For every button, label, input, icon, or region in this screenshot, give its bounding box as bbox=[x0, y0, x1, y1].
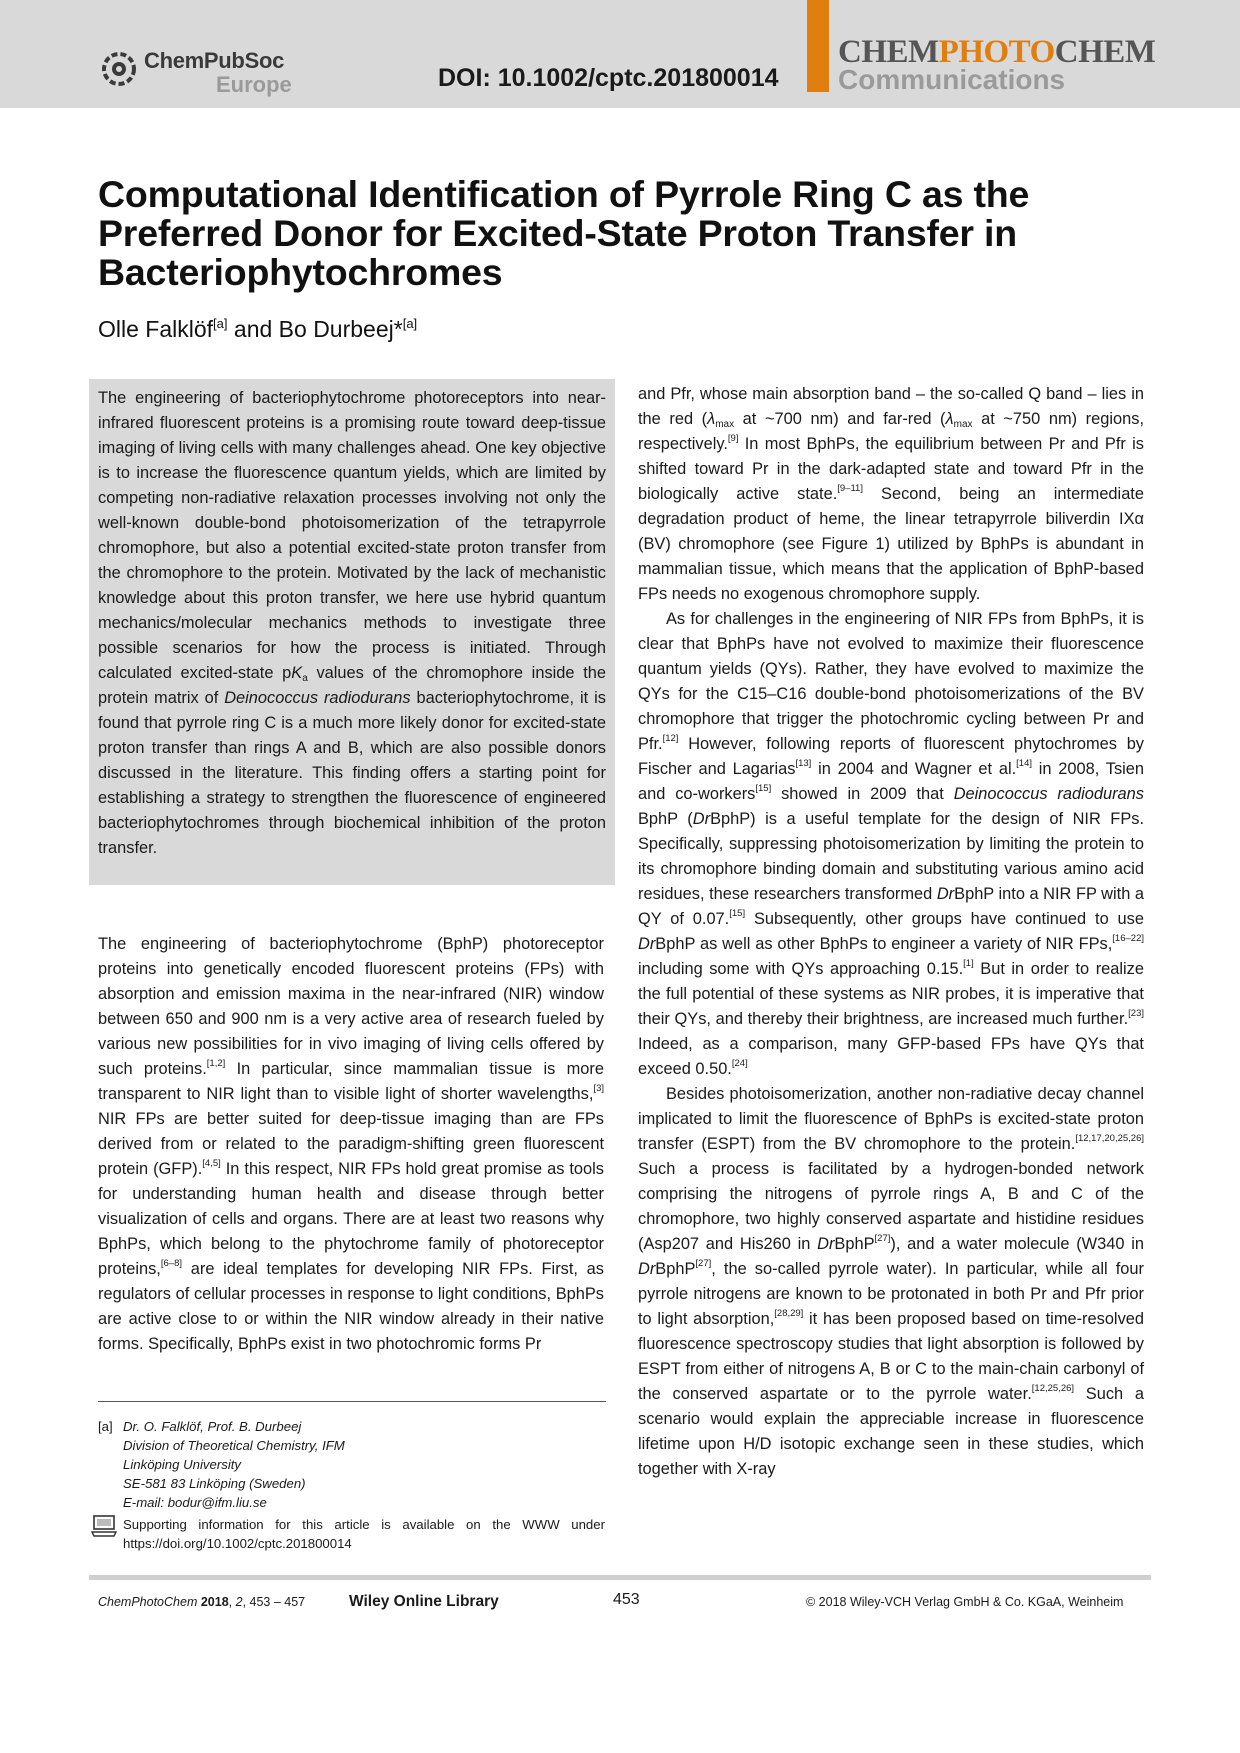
italic-prefix: Dr bbox=[692, 810, 711, 828]
doi-label: DOI: 10.1002/cptc.201800014 bbox=[438, 64, 779, 92]
footer-divider bbox=[89, 1575, 1151, 1580]
body-text: including some with QYs approaching 0.15. bbox=[638, 960, 964, 978]
supporting-info[interactable]: Supporting information for this article is available on the WWW under https://doi.org/10.1002/cptc.201800014 bbox=[123, 1517, 605, 1551]
citation-link[interactable]: [12,17,20,25,26] bbox=[1075, 1133, 1144, 1144]
body-text: Such a process is facilitated by a hydrogen-bonded network comprising the nitrogens of pyrrole rings A, B and C of the chromophore, two highly conserved aspartate and histidine residues (Asp207 and His260 in bbox=[638, 1160, 1144, 1253]
body-text: NIR FPs are better suited for deep-tissue imaging than are FPs derived from or related to the paradigm-shifting green fluorescent protein (GFP). bbox=[98, 1110, 604, 1178]
body-text: BphP as well as other BphPs to engineer a variety of NIR FPs, bbox=[655, 935, 1113, 953]
body-column-left bbox=[98, 932, 604, 1357]
subscript: max bbox=[953, 419, 973, 430]
body-text: As for challenges in the engineering of NIR FPs from BphPs, it is clear that BphPs have not evolved to maximize their fluorescence quantum yields (QYs). Rather, they have evolved to maximize the QYs for the C15–C16 double-bond photoisomerizations of the BV chromophore that trigger the photochromic cycling between Pr and Pfr. bbox=[638, 610, 1144, 753]
body-text: at ~750 nm) regions, respectively. bbox=[638, 410, 1144, 453]
journal-part-chem: CHEM bbox=[838, 34, 939, 70]
citation-link[interactable]: [27] bbox=[874, 1233, 891, 1244]
body-text: BphP bbox=[834, 1235, 875, 1253]
citation-link[interactable]: [12] bbox=[662, 733, 679, 744]
citation-link[interactable]: [6–8] bbox=[160, 1258, 183, 1269]
body-text: in 2004 and Wagner et al. bbox=[811, 760, 1017, 778]
body-text: at ~700 nm) and far-red ( bbox=[734, 410, 946, 428]
citation-link[interactable]: [27] bbox=[695, 1258, 712, 1269]
body-text: , the so-called pyrrole water). In particular, while all four pyrrole nitrogens are known to be protonated in both Pr and Pfr prior to light absorption, bbox=[638, 1260, 1144, 1328]
paragraph bbox=[638, 382, 1144, 607]
body-text: The engineering of bacteriophytochrome (BphP) photoreceptor proteins into genetically encoded fluorescent proteins (FPs) with absorption and emission maxima in the near-infrared (NIR) window between 650 and 900 nm is a very active area of research fueled by various new possibilities for in vivo imaging of living cells offered by such proteins. bbox=[98, 935, 604, 1078]
body-text: In this respect, NIR FPs hold great promise as tools for understanding human health and disease through better visualization of cells and organs. There are at least two reasons why BphPs, which belong to the phytochrome family of photoreceptor proteins, bbox=[98, 1160, 604, 1278]
author-name: and Bo Durbeej* bbox=[227, 316, 403, 342]
article-title: Computational Identification of Pyrrole Ring C as the Preferred Donor for Excited-State Proton Transfer in Bacteriophytochromes bbox=[98, 173, 1030, 293]
citation-link[interactable]: [12,25,26] bbox=[1031, 1383, 1075, 1394]
body-text: Besides photoisomerization, another non-radiative decay channel implicated to limit the fluorescence of BphPs is excited-state proton transfer (ESPT) from the BV chromophore to the protein. bbox=[638, 1085, 1144, 1153]
body-text: Subsequently, other groups have continued to use bbox=[745, 910, 1144, 928]
author-name: Olle Falklöf bbox=[98, 316, 214, 342]
paragraph bbox=[638, 1082, 1144, 1482]
abstract-text: bacteriophytochrome, it is found that pyrrole ring C is a much more likely donor for excited-state proton transfer than rings A and B, which are also possible donors discussed in the literature. This finding offers a starting point for establishing a strategy to strengthen the fluorescence of engineered bacteriophytochromes through biochemical inhibition of the proton transfer. bbox=[98, 689, 606, 857]
body-text: showed in 2009 that bbox=[771, 785, 954, 803]
journal-part-chem2: CHEM bbox=[1054, 34, 1156, 70]
citation-link[interactable]: [1,2] bbox=[206, 1058, 226, 1069]
paragraph bbox=[98, 932, 604, 1357]
body-text: However, following reports of fluorescent phytochromes by Fischer and Lagarias bbox=[638, 735, 1144, 778]
abstract-species: Deinococcus radiodurans bbox=[224, 689, 411, 707]
footer-volume: 2 bbox=[235, 1595, 243, 1609]
copyright: © 2018 Wiley-VCH Verlag GmbH & Co. KGaA, Weinheim bbox=[806, 1595, 1124, 1609]
italic-prefix: Dr bbox=[936, 885, 955, 903]
lambda-symbol: λ bbox=[707, 410, 716, 428]
citation-link[interactable]: [28,29] bbox=[774, 1308, 804, 1319]
lambda-symbol: λ bbox=[945, 410, 954, 428]
species-name: Deinococcus radiodurans bbox=[953, 785, 1144, 803]
author-list bbox=[98, 316, 417, 343]
body-text: Indeed, as a comparison, many GFP-based FPs have QYs that exceed 0.50. bbox=[638, 1035, 1144, 1078]
footnote-divider bbox=[98, 1401, 606, 1402]
chempubsoc-star-icon bbox=[98, 48, 140, 90]
wiley-online-library-link[interactable]: Wiley Online Library bbox=[349, 1593, 499, 1610]
footnote-line: Dr. O. Falklöf, Prof. B. Durbeej bbox=[123, 1419, 302, 1434]
abstract-text: values of the chromophore inside the protein matrix of bbox=[98, 664, 606, 707]
footer-year: 2018 bbox=[200, 1595, 229, 1609]
body-text: BphP into a NIR FP with a QY of 0.07. bbox=[638, 885, 1144, 928]
body-text: and Pfr, whose main absorption band – the so-called Q band – lies in the red ( bbox=[638, 385, 1144, 428]
footer-journal: ChemPhotoChem bbox=[98, 1595, 198, 1609]
abstract-text: The engineering of bacteriophytochrome photoreceptors into near-infrared fluorescent proteins is a promising route toward deep-tissue imaging of living cells with many challenges ahead. One key objective is to increase the fluorescence quantum yields, which are limited by competing non-radiative relaxation processes involving not only the well-known double-bond photoisomerization of the tetrapyrrole chromophore, but also a potential excited-state proton transfer from the chromophore to the protein. Motivated by the lack of mechanistic knowledge about this proton transfer, we here use hybrid quantum mechanics/molecular mechanics methods to investigate three possible scenarios for how the process is initiated. Through calculated excited-state p bbox=[98, 389, 606, 682]
footnote-line: Division of Theoretical Chemistry, IFM bbox=[123, 1438, 345, 1453]
italic-prefix: Dr bbox=[817, 1235, 835, 1253]
body-text: ), and a water molecule (W340 in bbox=[890, 1235, 1144, 1253]
body-text: BphP ( bbox=[638, 810, 693, 828]
body-text: in 2008, Tsien and co-workers bbox=[638, 760, 1145, 803]
body-text: In most BphPs, the equilibrium between Pr and Pfr is shifted toward Pr in the dark-adapted state and toward Pfr in the biologically active state. bbox=[638, 435, 1144, 503]
citation-link[interactable]: [4,5] bbox=[202, 1158, 221, 1169]
citation-link[interactable]: [16–22] bbox=[1112, 933, 1144, 944]
body-column-right bbox=[638, 382, 1144, 1482]
abstract-subscript: a bbox=[302, 673, 308, 684]
body-text: Such a scenario would explain the appreciable increase in fluorescence lifetime upon H/D isotopic exchange seen in these studies, which together with X-ray bbox=[638, 1385, 1144, 1478]
citation-link[interactable]: [9] bbox=[727, 433, 739, 444]
footnote-line: Linköping University bbox=[123, 1457, 242, 1472]
citation-link[interactable]: [14] bbox=[1016, 758, 1033, 769]
citation-link[interactable]: [15] bbox=[729, 908, 746, 919]
citation-link[interactable]: [23] bbox=[1128, 1008, 1144, 1019]
subscript: max bbox=[715, 419, 735, 430]
abstract bbox=[98, 386, 606, 861]
italic-prefix: Dr bbox=[638, 935, 656, 953]
citation-link[interactable]: [15] bbox=[755, 783, 772, 794]
italic-prefix: Dr bbox=[638, 1260, 656, 1278]
citation-link[interactable]: [24] bbox=[731, 1058, 748, 1069]
affiliation-mark: [a] bbox=[213, 316, 228, 331]
section-label: Communications bbox=[838, 64, 1066, 95]
body-text: are ideal templates for developing NIR FPs. First, as regulators of cellular processes in response to light conditions, BphPs are active close to or within the NIR window already in their native forms. Specifically, BphPs exist in two photochromic forms Pr bbox=[98, 1260, 604, 1353]
body-text: BphP) is a useful template for the design of NIR FPs. Specifically, suppressing photoisomerization by limiting the protein to its chromophore binding domain and substituting various amino acid residues, these researchers transformed bbox=[638, 810, 1145, 903]
accent-bar bbox=[807, 0, 829, 92]
chempubsoc-logo bbox=[98, 44, 298, 98]
footnote-line: SE-581 83 Linköping (Sweden) bbox=[123, 1476, 306, 1491]
body-text: BphP bbox=[655, 1260, 696, 1278]
citation-link[interactable]: [13] bbox=[795, 758, 812, 769]
abstract-italic: K bbox=[291, 664, 303, 682]
page-number: 453 bbox=[613, 1591, 640, 1608]
citation-link[interactable]: [3] bbox=[593, 1083, 604, 1094]
body-text: In particular, since mammalian tissue is more transparent to NIR light than to visible light of shorter wavelengths, bbox=[98, 1060, 604, 1103]
footer-pages: , 453 – 457 bbox=[242, 1595, 306, 1609]
citation-link[interactable]: [9–11] bbox=[837, 483, 863, 494]
computer-icon bbox=[91, 1515, 117, 1537]
footer-citation: ChemPhotoChem 2018, 2, 453 – 457 bbox=[98, 1595, 306, 1609]
citation-link[interactable]: [1] bbox=[963, 958, 974, 969]
body-text: But in order to realize the full potential of these systems as NIR probes, it is imperative that their QYs, and thereby their brightness, are increased much further. bbox=[638, 960, 1144, 1028]
affiliation-block bbox=[123, 1417, 345, 1512]
footnote-email[interactable]: E-mail: bodur@ifm.liu.se bbox=[123, 1495, 267, 1510]
logo-region: Europe bbox=[216, 72, 292, 97]
journal-part-photo: PHOTO bbox=[938, 34, 1055, 70]
body-text: Second, being an intermediate degradation product of heme, the linear tetrapyrrole biliverdin IXα (BV) chromophore (see Figure 1) utilized by BphPs is abundant in mammalian tissue, which means that the application of BphP-based FPs needs no exogenous chromophore supply. bbox=[638, 485, 1144, 603]
paragraph bbox=[638, 607, 1144, 1082]
affiliation-mark: [a] bbox=[402, 316, 418, 331]
body-text: it has been proposed based on time-resolved fluorescence spectroscopy studies that light absorption is followed by ESPT from either of nitrogens A, B or C to the main-chain carbonyl of the conserved aspartate or to the pyrrole water. bbox=[638, 1310, 1144, 1403]
logo-name: ChemPubSoc bbox=[144, 48, 285, 73]
footnote-tag: [a] bbox=[98, 1419, 113, 1434]
